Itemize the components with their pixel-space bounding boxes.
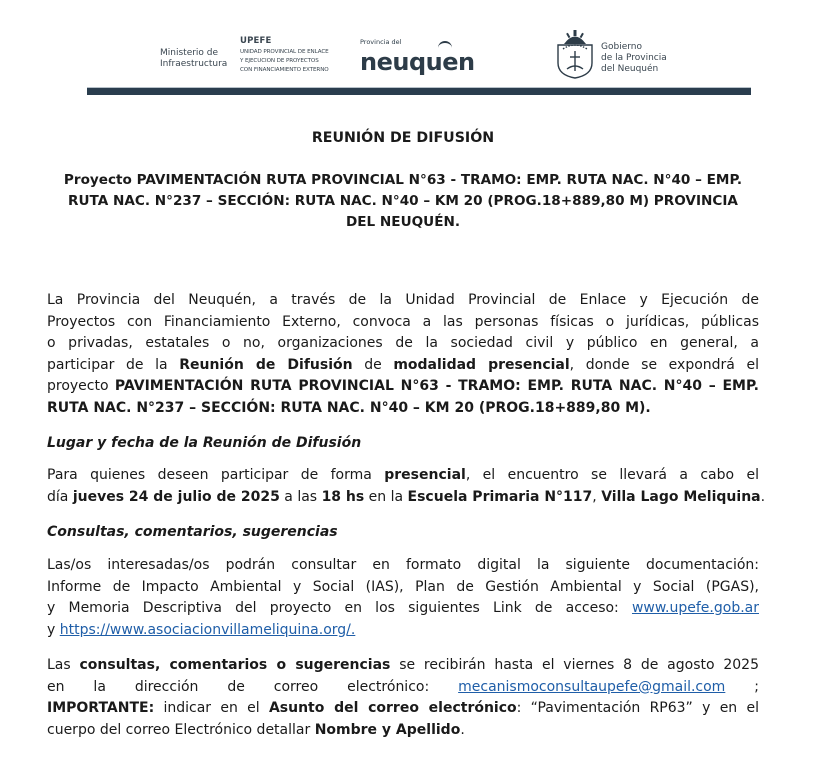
bold-text: Reunión de Difusión bbox=[179, 356, 353, 373]
text: Para quienes deseen participar de forma bbox=[47, 467, 385, 483]
intro-line bbox=[47, 398, 759, 420]
contact-line bbox=[47, 698, 759, 720]
text: cuerpo del correo Electrónico detallar bbox=[47, 721, 315, 738]
bold-text: Nombre y Apellido bbox=[314, 721, 461, 738]
important-label: IMPORTANTE: bbox=[47, 700, 155, 716]
intro-line bbox=[47, 376, 759, 398]
contact-line bbox=[47, 677, 759, 699]
text: participar de la bbox=[47, 356, 180, 373]
neuquen-prefix: Provincia del bbox=[360, 38, 402, 46]
bold-text: RUTA NAC. N°237 – SECCIÓN: RUTA NAC. N°40 – KM 20 (PROG.18+889,80 M). bbox=[47, 399, 651, 416]
text: Las bbox=[47, 657, 80, 673]
bold-text: modalidad presencial bbox=[393, 356, 570, 373]
docs-line: Las/os interesadas/os podrán consultar en formato digital la siguiente documentación: bbox=[47, 557, 759, 573]
email-link[interactable]: mecanismoconsultaupefe@gmail.com bbox=[458, 678, 726, 695]
project-subtitle bbox=[47, 170, 759, 233]
neuquen-accent-mark bbox=[438, 41, 452, 49]
lugar-paragraph bbox=[47, 465, 766, 508]
time-text: 18 hs bbox=[321, 488, 365, 505]
ministerio-line: Ministerio de bbox=[160, 48, 219, 58]
venue-text: Escuela Primaria N°117 bbox=[407, 488, 593, 505]
documentation-paragraph bbox=[47, 555, 759, 641]
ministerio-line: Infraestructura bbox=[160, 59, 228, 69]
upefe-line: UNIDAD PROVINCIAL DE ENLACE bbox=[240, 49, 329, 55]
ministerio-logo bbox=[160, 48, 235, 70]
text: , donde se expondrá el bbox=[569, 356, 759, 373]
text: proyecto bbox=[47, 378, 115, 394]
text: y bbox=[47, 621, 60, 638]
text: ; bbox=[725, 678, 759, 695]
intro-line bbox=[47, 355, 759, 377]
upefe-link[interactable]: www.upefe.gob.ar bbox=[631, 600, 759, 616]
text: . bbox=[460, 721, 465, 738]
subtitle-line: Proyecto PAVIMENTACIÓN RUTA PROVINCIAL N°63 - TRAMO: EMP. RUTA NAC. N°40 – EMP. bbox=[63, 172, 743, 188]
subtitle-line: DEL NEUQUÉN. bbox=[345, 214, 461, 230]
intro-line: La Provincia del Neuquén, a través de la Unidad Provincial de Enlace y Ejecución de bbox=[47, 292, 759, 308]
coat-of-arms-icon bbox=[554, 29, 596, 79]
text: de bbox=[352, 356, 394, 373]
upefe-logo bbox=[240, 36, 352, 75]
upefe-line: CON FINANCIAMIENTO EXTERNO bbox=[240, 67, 329, 73]
text: día bbox=[47, 488, 73, 505]
text: . bbox=[760, 488, 766, 505]
text: , bbox=[592, 488, 602, 505]
gobierno-line: de la Provincia bbox=[601, 53, 667, 63]
bold-text: presencial bbox=[384, 467, 466, 483]
docs-line: Informe de Impacto Ambiental y Social (IAS), Plan de Gestión Ambiental y Social (PGAS), bbox=[47, 578, 759, 595]
text: se recibirán hasta el viernes 8 de agosto 2025 bbox=[390, 657, 759, 673]
docs-line bbox=[47, 620, 759, 642]
header-divider-bar bbox=[87, 87, 751, 95]
upefe-title: UPEFE bbox=[240, 36, 272, 46]
contact-line bbox=[47, 655, 759, 677]
intro-line: Proyectos con Financiamiento Externo, convoca a las personas físicas o jurídicas, públicas bbox=[47, 313, 759, 330]
text: , el encuentro se llevará a cabo el bbox=[465, 467, 759, 483]
subtitle-line: RUTA NAC. N°237 – SECCIÓN: RUTA NAC. N°40 – KM 20 (PROG.18+889,80 M) PROVINCIA bbox=[68, 193, 738, 209]
bold-text: Asunto del correo electrónico bbox=[268, 700, 517, 716]
gobierno-neuquen-logo bbox=[601, 42, 667, 75]
lugar-line bbox=[47, 465, 759, 487]
letterhead bbox=[0, 0, 827, 100]
contact-paragraph bbox=[47, 655, 759, 741]
neuquen-wordmark: neuquen bbox=[360, 48, 475, 76]
intro-line: o privadas, estatales o no, organizaciones de la sociedad civil y público en general, a bbox=[47, 335, 759, 351]
bold-text: consultas, comentarios o sugerencias bbox=[79, 657, 391, 673]
text: a las bbox=[279, 488, 322, 505]
document-title: REUNIÓN DE DIFUSIÓN bbox=[311, 130, 495, 146]
docs-line bbox=[47, 598, 759, 620]
gobierno-line: del Neuquén bbox=[601, 64, 659, 74]
text: en la bbox=[364, 488, 408, 505]
location-text: Villa Lago Meliquina bbox=[601, 488, 761, 505]
section-heading-consultas: Consultas, comentarios, sugerencias bbox=[47, 524, 338, 540]
text: en la dirección de correo electrónico: bbox=[47, 678, 459, 695]
lugar-line bbox=[47, 487, 766, 509]
section-heading-lugar: Lugar y fecha de la Reunión de Difusión bbox=[47, 435, 362, 451]
intro-paragraph bbox=[47, 290, 759, 419]
provincia-neuquen-logo bbox=[360, 38, 475, 76]
gobierno-line: Gobierno bbox=[601, 42, 642, 52]
upefe-line: Y EJECUCION DE PROYECTOS bbox=[240, 58, 319, 64]
bold-text: PAVIMENTACIÓN RUTA PROVINCIAL N°63 - TRAMO: EMP. RUTA NAC. N°40 – EMP. bbox=[114, 378, 759, 394]
asociacion-link[interactable]: https://www.asociacionvillameliquina.org/. bbox=[59, 621, 356, 638]
date-text: jueves 24 de julio de 2025 bbox=[72, 488, 280, 505]
text: y Memoria Descriptiva del proyecto en los siguientes Link de acceso: bbox=[47, 600, 632, 616]
text: indicar en el bbox=[154, 700, 269, 716]
text: : “Pavimentación RP63” y en el bbox=[516, 700, 759, 716]
contact-line bbox=[47, 720, 759, 742]
